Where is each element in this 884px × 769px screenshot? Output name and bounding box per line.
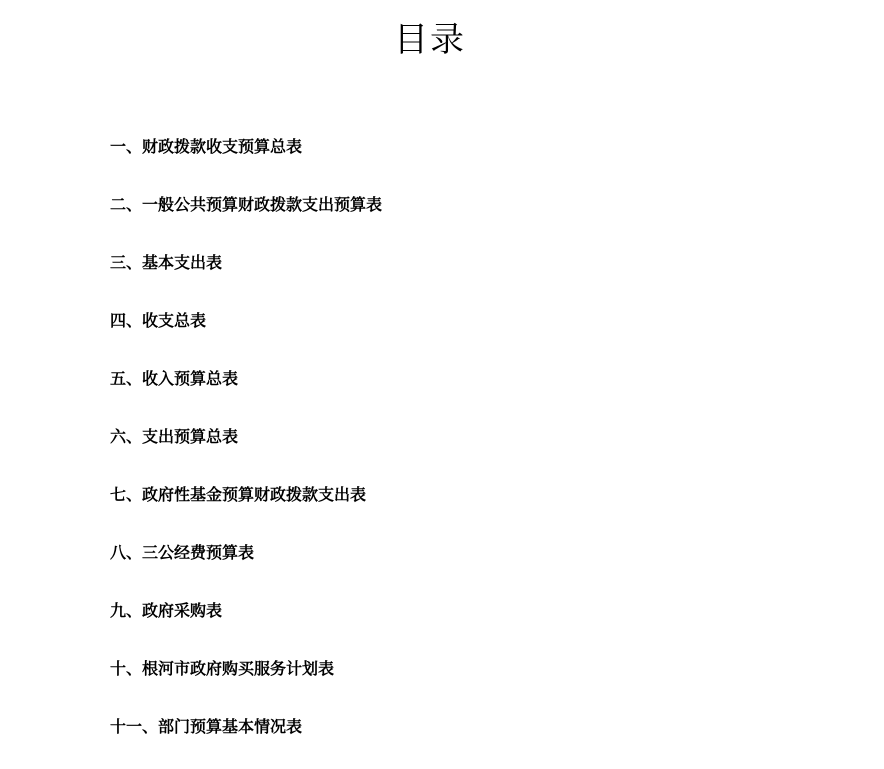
toc-item: 二、一般公共预算财政拨款支出预算表: [110, 195, 383, 214]
toc-item: 五、收入预算总表: [110, 369, 239, 388]
toc-item: 九、政府采购表: [110, 601, 223, 620]
toc-item: 三、基本支出表: [110, 253, 223, 272]
toc-item: 一、财政拨款收支预算总表: [110, 137, 303, 156]
toc-item: 十一、部门预算基本情况表: [110, 717, 303, 736]
toc-item: 四、收支总表: [110, 311, 207, 330]
toc-item: 七、政府性基金预算财政拨款支出表: [110, 485, 367, 504]
toc-item: 六、支出预算总表: [110, 427, 239, 446]
toc-item: 十、根河市政府购买服务计划表: [110, 659, 335, 678]
page-title: 目录: [394, 20, 466, 60]
toc-item: 八、三公经费预算表: [110, 543, 255, 562]
table-of-contents: [110, 131, 382, 769]
